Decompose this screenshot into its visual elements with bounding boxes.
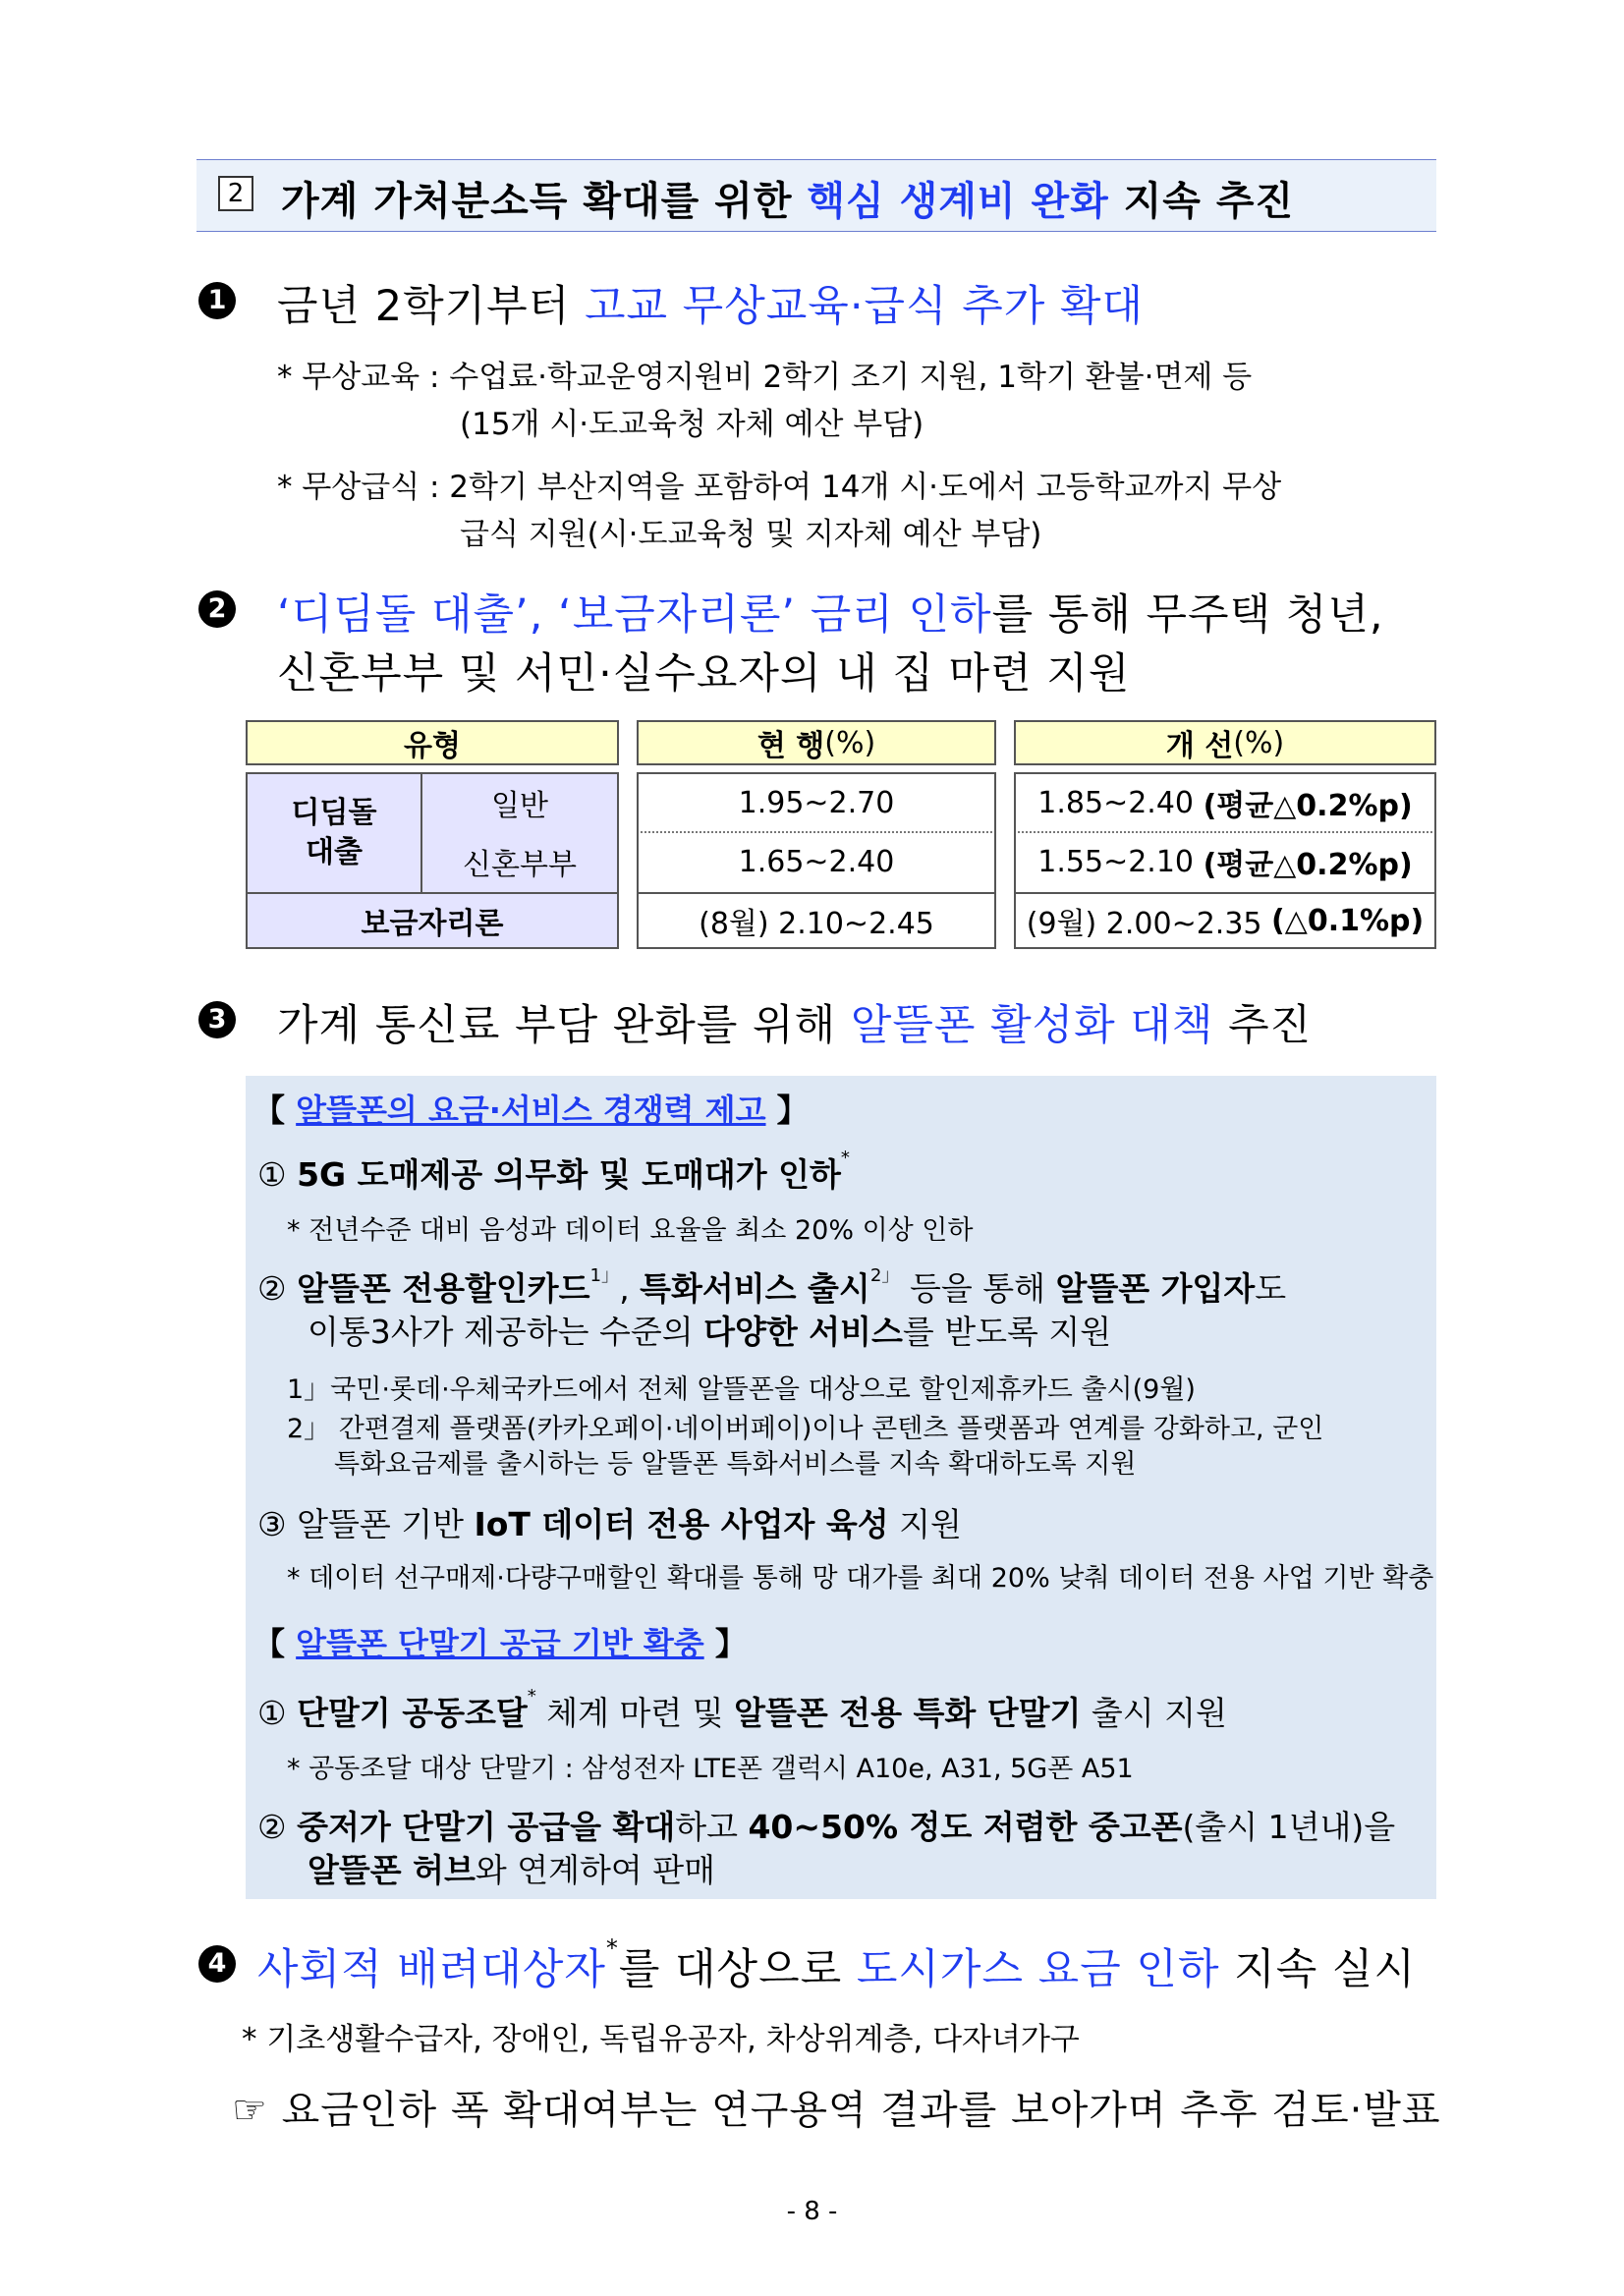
table-cell-r1-improved [1014,772,1436,833]
box-item-4-text: 체계 마련 및 [535,1694,735,1732]
table-cell-r2-current: 1.65~2.40 [637,831,996,894]
footnote-mark: 1」 [589,1265,620,1286]
item-1-heading-text: 금년 2학기부터 [277,282,585,331]
table-header-improved [1014,720,1436,765]
item-3-heading-highlight: 알뜰폰 활성화 대책 [850,1001,1214,1050]
bracket: 】 [703,1625,747,1662]
table-cell-bold: (△0.1%p) [1271,903,1425,938]
table-cell-r3-improved [1014,892,1436,949]
table-header-current [637,720,996,765]
box-item-2-bold: 알뜰폰 가입자 [1055,1269,1256,1308]
section-header [196,159,1436,232]
item-4-heading-highlight: 도시가스 요금 인하 [856,1945,1220,1994]
item-1-heading-highlight: 고교 무상교육·급식 추가 확대 [584,282,1145,331]
item-2-heading-highlight: ‘디딤돌 대출’, ‘보금자리론’ 금리 인하 [277,590,992,640]
table-cell-r1-current: 1.95~2.70 [637,772,996,833]
item-4-note: * 기초생활수급자, 장애인, 독립유공자, 차상위계층, 다자녀가구 [242,2022,1080,2057]
footnote-mark: * [605,1934,619,1962]
box-item-4-bold: 알뜰폰 전용 특화 단말기 [734,1694,1082,1732]
item-3-heading [277,992,1312,1052]
item-1-note-1-cont: (15개 시·도교육청 자체 예산 부담) [460,407,924,442]
table-header-type: 유형 [246,720,619,765]
item-4-heading-highlight: 사회적 배려대상자 [257,1945,606,1994]
box-item-4-bold: 단말기 공동조달 [297,1694,528,1732]
box-item-4-note: * 공동조달 대상 단말기 : 삼성전자 LTE폰 갤럭시 A10e, A31, 5G폰 A51 [287,1754,1134,1784]
table-cell-text: 1.85~2.40 [1037,785,1204,820]
item-2-heading-line2: 신혼부부 및 서민·실수요자의 내 집 마련 지원 [277,649,1131,699]
table-cell-text: 1.55~2.10 [1037,844,1204,879]
table-cell-text: 대출 [306,835,363,869]
item-4-heading [257,1936,1416,1996]
box-footnote-2: 2」 간편결제 플랫폼(카카오페이·네이버페이)이나 콘텐츠 플랫폼과 연계를 강화하고, 군인 [287,1414,1324,1444]
bracket: 【 [253,1625,297,1662]
item-4-heading-text: 를 대상으로 [618,1945,857,1994]
item-3-marker: 3 [198,1001,236,1038]
box-item-2-bold: 특화서비스 출시 [640,1269,870,1308]
section-title-highlight: 핵심 생계비 완화 [807,179,1109,224]
table-row-label-bogeum: 보금자리론 [246,892,619,949]
box-item-5-bold: 40~50% 정도 저렴한 중고폰 [748,1808,1183,1846]
box-item-2-text: 를 받도록 지원 [902,1313,1112,1351]
page-number: - 8 - [786,2197,838,2226]
box-item-1-note: * 전년수준 대비 음성과 데이터 요율을 최소 20% 이상 인하 [287,1215,974,1246]
box-item-3-note: * 데이터 선구매제·다량구매할인 확대를 통해 망 대가를 최대 20% 낮춰 데이터 전용 사업 기반 확충 [287,1563,1434,1594]
item-2-heading [277,582,1384,642]
table-row-label-newlywed: 신혼부부 [420,831,619,894]
bracket: 】 [765,1092,809,1129]
item-number: ① [257,1694,287,1732]
item-3-heading-text: 가계 통신료 부담 완화를 위해 [277,1001,851,1050]
item-number: ② [257,1269,287,1308]
box-item-5-bold: 알뜰폰 허브 [308,1851,476,1889]
item-1-note-1: * 무상교육 : 수업료·학교운영지원비 2학기 조기 지원, 1학기 환불·면제 등 [277,360,1253,395]
box-item-2-text: 등을 통해 [899,1269,1056,1308]
box-item-5-text: 하고 [675,1808,749,1846]
table-cell-text: 디딤돌 [291,796,377,830]
conclusion [232,2079,1441,2135]
box-item-2-line2 [308,1307,1111,1353]
box-item-4-text: 출시 지원 [1081,1694,1227,1732]
section-title-part: 가계 가처분소득 확대를 위한 [281,179,808,224]
table-header-current-unit: (%) [824,725,876,760]
section-title [281,170,1294,226]
footnote-mark: 2」 [869,1265,900,1286]
box-item-5 [257,1802,1395,1848]
box-footnote-2-cont: 특화요금제를 출시하는 등 알뜰폰 특화서비스를 지속 확대하도록 지원 [334,1449,1137,1480]
footnote-mark: * [840,1148,850,1168]
box-item-3 [257,1499,962,1545]
box-item-2-bold: 알뜰폰 전용할인카드 [297,1269,590,1308]
box-item-1-text: 5G 도매제공 의무화 및 도매대가 인하 [297,1155,841,1194]
bracket: 【 [253,1092,297,1129]
item-2-heading-text: 를 통해 무주택 청년, [991,590,1384,640]
box-item-3-text: 지원 [888,1505,962,1543]
table-cell-r2-improved [1014,831,1436,894]
table-cell-bold: (평균△0.2%p) [1203,789,1413,823]
item-1-note-2: * 무상급식 : 2학기 부산지역을 포함하여 14개 시·도에서 고등학교까지 무상 [277,470,1282,505]
section-title-part: 지속 추진 [1108,179,1295,224]
table-header-improved-unit: (%) [1233,725,1285,760]
pointing-hand-icon: ☞ [232,2088,268,2133]
footnote-mark: * [527,1686,536,1707]
table-cell-bold: (평균△0.2%p) [1203,848,1413,882]
box-item-5-text: (출시 1년내)을 [1182,1808,1396,1846]
item-3-heading-text: 추진 [1213,1001,1313,1050]
box-item-3-text: 알뜰폰 기반 [297,1505,475,1543]
box-subtitle-1-text: 알뜰폰의 요금·서비스 경쟁력 제고 [296,1092,766,1129]
box-item-1 [257,1149,850,1196]
item-1-note-2-cont: 급식 지원(시·도교육청 및 지자체 예산 부담) [460,517,1042,552]
box-item-4 [257,1688,1227,1734]
table-cell-r3-current: (8월) 2.10~2.45 [637,892,996,949]
box-item-2-text: 이통3사가 제공하는 수준의 [308,1313,704,1351]
box-item-2-bold: 다양한 서비스 [703,1313,903,1351]
box-subtitle-1 [253,1086,809,1131]
item-number: ① [257,1155,287,1194]
item-number: ② [257,1808,287,1846]
table-cell-text: (9월) 2.00~2.35 [1026,907,1272,941]
box-item-2-text: , [619,1269,641,1308]
box-subtitle-2 [253,1619,747,1664]
box-item-5-line2 [308,1845,715,1891]
box-item-5-bold: 중저가 단말기 공급을 확대 [297,1808,676,1846]
item-1-marker: 1 [198,282,236,319]
table-header-current-label: 현 행 [756,729,825,763]
box-item-5-text: 와 연계하여 판매 [475,1851,716,1889]
box-item-3-bold: IoT 데이터 전용 사업자 육성 [474,1505,889,1543]
item-4-marker: 4 [198,1945,236,1983]
box-subtitle-2-text: 알뜰폰 단말기 공급 기반 확충 [296,1625,704,1662]
box-item-2-text: 도 [1255,1269,1287,1308]
item-number: ③ [257,1505,287,1543]
item-1-heading [277,273,1144,333]
box-footnote-1: 1」국민·롯데·우체국카드에서 전체 알뜰폰을 대상으로 할인제휴카드 출시(9월) [287,1374,1196,1405]
item-4-heading-text: 지속 실시 [1219,1945,1416,1994]
table-row-label-didimdol [246,772,422,894]
table-row-label-general: 일반 [420,772,619,833]
table-header-improved-label: 개 선 [1165,729,1234,763]
conclusion-text: 요금인하 폭 확대여부는 연구용역 결과를 보아가며 추후 검토·발표 [281,2088,1441,2133]
section-number-box: 2 [218,176,253,211]
item-2-marker: 2 [198,590,236,628]
box-item-2 [257,1263,1286,1310]
